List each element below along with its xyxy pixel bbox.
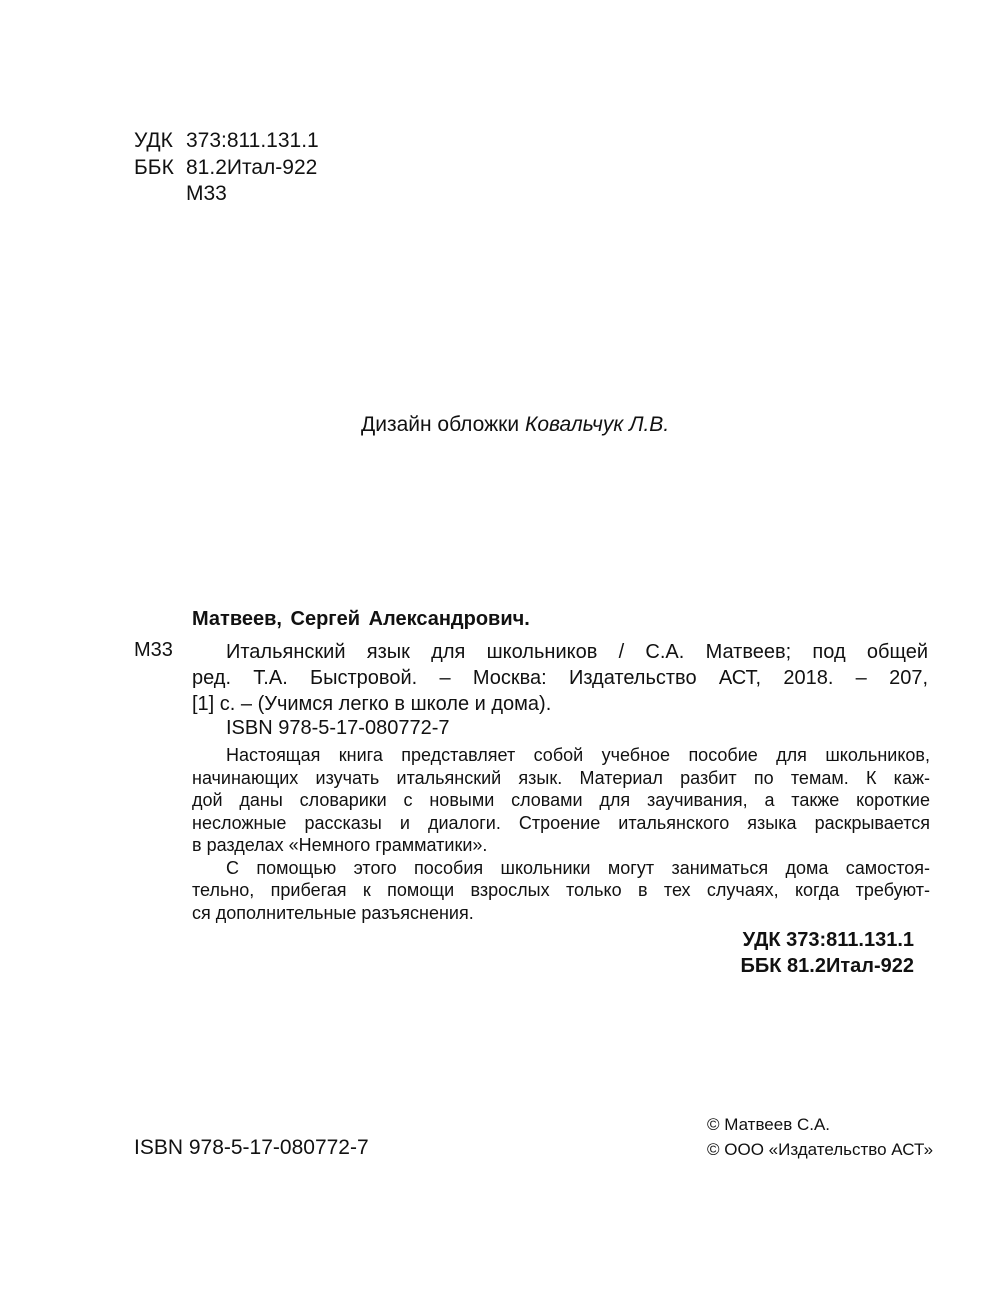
annotation-line: начинающих изучать итальянский язык. Материал разбит по темам. К каж- (192, 767, 930, 788)
annotation (192, 744, 930, 924)
annotation-paragraph-1 (192, 744, 930, 857)
udk-label: УДК (134, 129, 173, 152)
udk-bottom: УДК 373:811.131.1 (742, 929, 914, 951)
cover-design-label: Дизайн обложки (361, 413, 520, 436)
udk-value: 373:811.131.1 (186, 129, 319, 152)
catalog-entry-line: Итальянский язык для школьников / С.А. Матвеев; под общей (226, 641, 928, 663)
annotation-line: в разделах «Немного грамматики». (192, 835, 488, 855)
bbk-label: ББК (134, 156, 174, 179)
annotation-line: дой даны словарики с новыми словами для заучивания, а также короткие (192, 790, 930, 810)
cover-designer-name: Ковальчук Л.В. (524, 413, 670, 436)
bbk-bottom: ББК 81.2Итал-922 (740, 955, 914, 977)
author-mark-top: М33 (186, 182, 227, 205)
annotation-line: С помощью этого пособия школьники могут заниматься дома самостоя- (226, 857, 930, 878)
annotation-line: Настоящая книга представляет собой учебное пособие для школьников, (226, 745, 930, 765)
catalog-author-mark: М33 (134, 639, 173, 661)
catalog-entry (192, 639, 928, 717)
bbk-value: 81.2Итал-922 (186, 156, 318, 179)
annotation-line: несложные рассказы и диалоги. Строение итальянского языка раскрывается (192, 812, 930, 833)
cover-design-credit (361, 413, 669, 437)
catalog-isbn: ISBN 978-5-17-080772-7 (226, 717, 450, 739)
catalog-entry-line: ред. Т.А. Быстровой. – Москва: Издательство АСТ, 2018. – 207, (192, 667, 928, 689)
copyright-publisher: © ООО «Издательство АСТ» (707, 1140, 934, 1159)
isbn-bottom: ISBN 978-5-17-080772-7 (134, 1136, 369, 1159)
copyright-author: © Матвеев С.А. (707, 1115, 831, 1134)
catalog-entry-line: [1] с. – (Учимся легко в школе и дома). (192, 693, 552, 715)
catalog-author-heading: Матвеев, Сергей Александрович. (192, 608, 530, 630)
annotation-paragraph-2 (192, 857, 930, 925)
annotation-line: ся дополнительные разъяснения. (192, 902, 474, 923)
annotation-line: тельно, прибегая к помощи взрослых только в тех случаях, когда требуют- (192, 880, 930, 900)
